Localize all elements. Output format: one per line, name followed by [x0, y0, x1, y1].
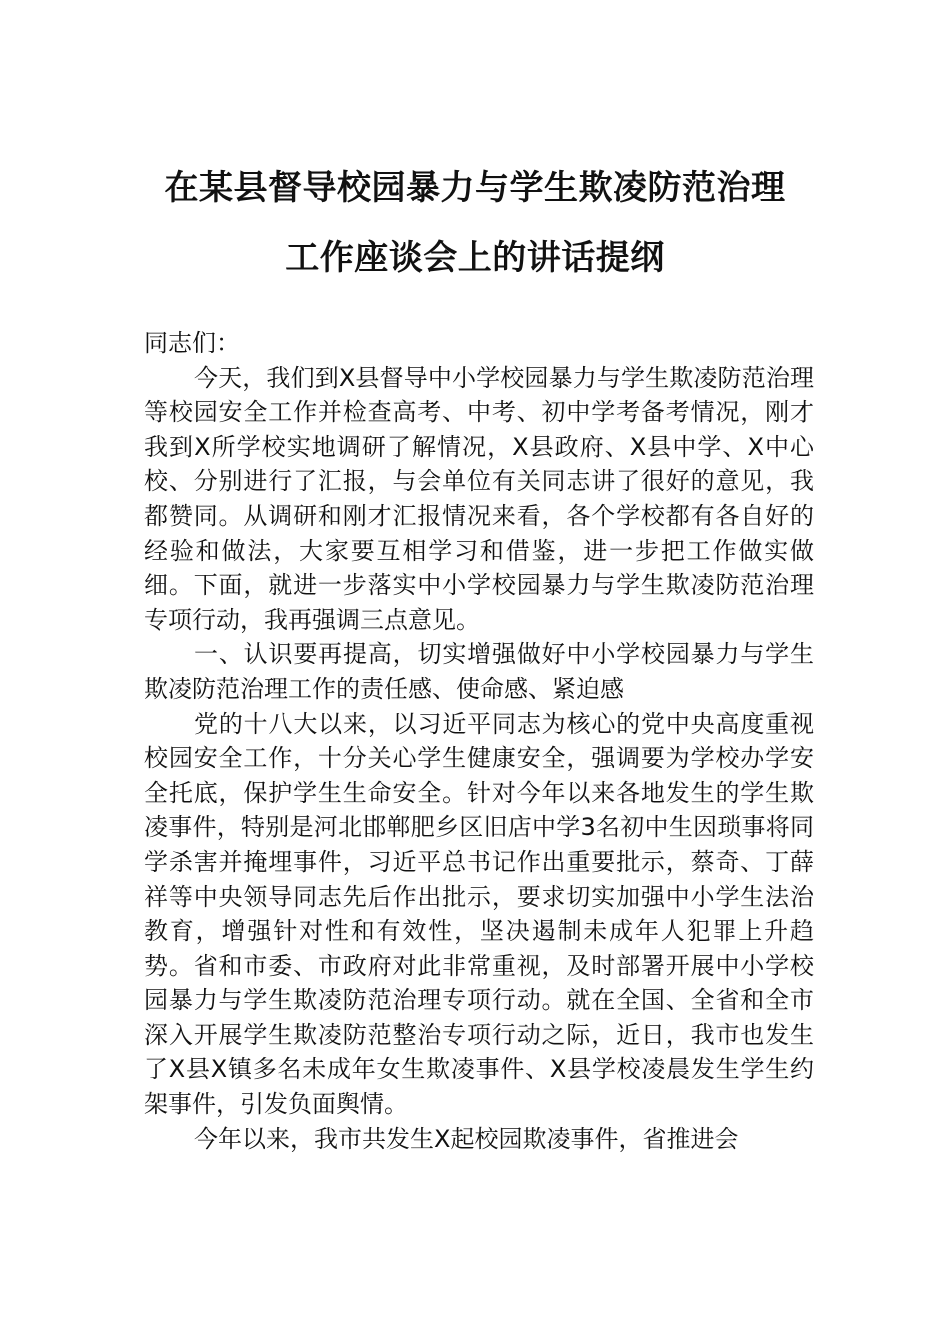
section-heading-1: 一、认识要再提高，切实增强做好中小学校园暴力与学生欺凌防范治理工作的责任感、使命感、紧迫感: [144, 640, 814, 703]
paragraph-background: 党的十八大以来，以习近平同志为核心的党中央高度重视校园安全工作，十分关心学生健康安全，强调要为学校办学安全托底，保护学生生命安全。针对今年以来各地发生的学生欺凌事件，特别是河北邯郸肥乡区旧店中学3名初中生因琐事将同学杀害并掩埋事件，习近平总书记作出重要批示，蔡奇、丁薛祥等中央领导同志先后作出批示，要求切实加强中小学生法治教育，增强针对性和有效性，坚决遏制未成年人犯罪上升趋势。省和市委、市政府对此非常重视，及时部署开展中小学校园暴力与学生欺凌防范治理专项行动。就在全国、全省和全市深入开展学生欺凌防范整治专项行动之际，近日，我市也发生了X县X镇多名未成年女生欺凌事件、X县学校凌晨发生学生约架事件，引发负面舆情。: [144, 709, 814, 1119]
paragraph-statistics: 今年以来，我市共发生X起校园欺凌事件，省推进会: [194, 1124, 739, 1153]
document-title-line-1: 在某县督导校园暴力与学生欺凌防范治理: [164, 168, 786, 208]
document-title-line-2: 工作座谈会上的讲话提纲: [285, 238, 665, 278]
document-body: [144, 326, 814, 1156]
paragraph-intro: 今天，我们到X县督导中小学校园暴力与学生欺凌防范治理等校园安全工作并检查高考、中考、初中学考备考情况，刚才我到X所学校实地调研了解情况，X县政府、X县中学、X中心校、分别进行了汇报，与会单位有关同志讲了很好的意见，我都赞同。从调研和刚才汇报情况来看，各个学校都有各自好的经验和做法，大家要互相学习和借鉴，进一步把工作做实做细。下面，就进一步落实中小学校园暴力与学生欺凌防范治理专项行动，我再强调三点意见。: [144, 363, 814, 634]
salutation: 同志们：: [144, 329, 240, 357]
